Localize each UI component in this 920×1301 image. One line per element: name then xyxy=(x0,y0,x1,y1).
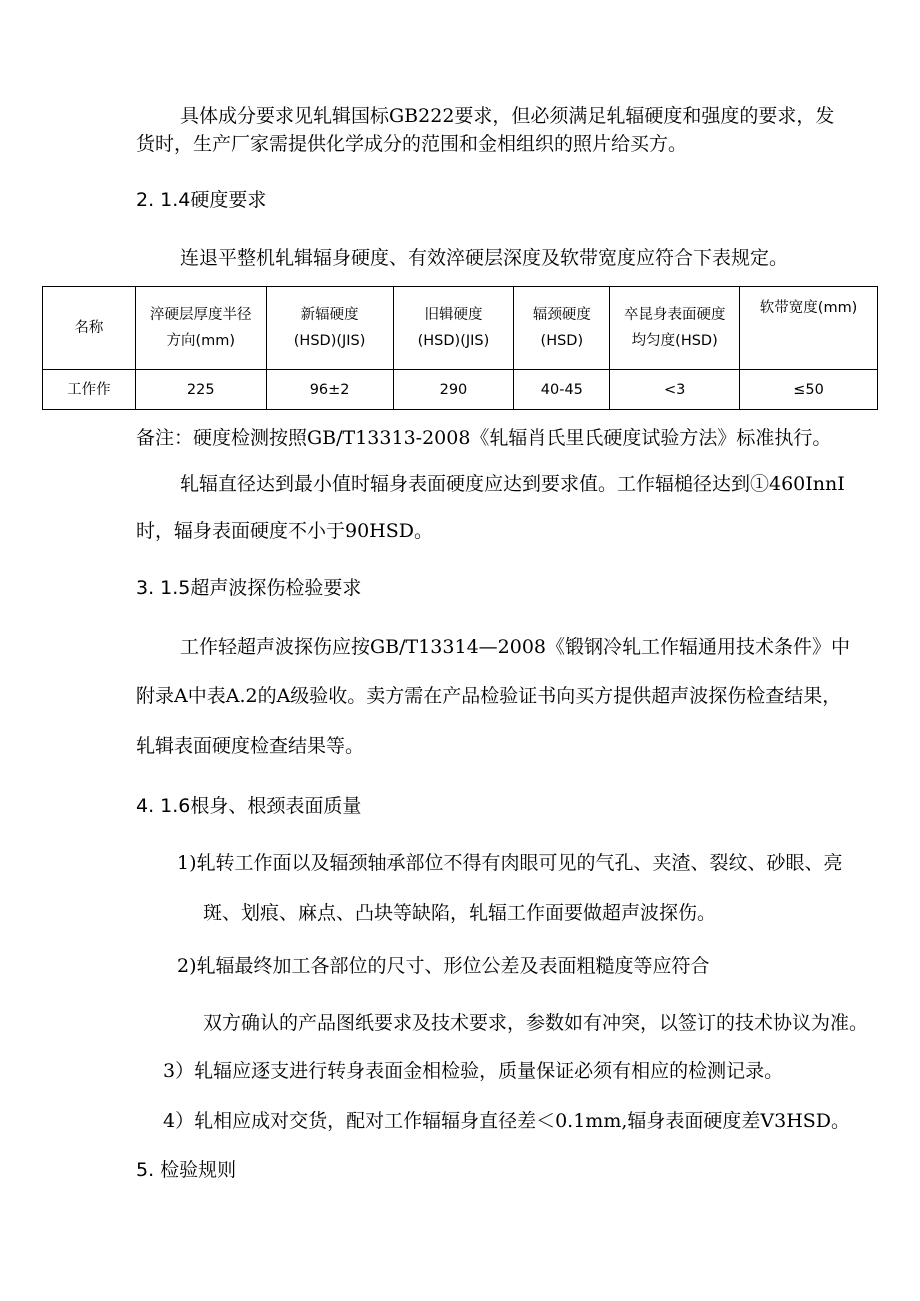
surface-item-4: 4）轧相应成对交货，配对工作辐辐身直径差＜0.1mm,辐身表面硬度差V3HSD。 xyxy=(163,1110,851,1132)
surface-item-3: 3）轧辐应逐支进行转身表面金相检验，质量保证必须有相应的检测记录。 xyxy=(163,1060,784,1082)
ultrasonic-line-1: 工作轻超声波探伤应按GB/T13314—2008《锻钢冷轧工作辐通用技术条件》中 xyxy=(180,636,851,658)
hardness-table xyxy=(42,286,878,410)
ultrasonic-line-2: 附录A中表A.2的A级验收。卖方需在产品检验证书向买方提供超声波探伤检查结果， xyxy=(136,685,842,707)
surface-item-2-line-1: 2)轧辐最终加工各部位的尺寸、形位公差及表面粗糙度等应符合 xyxy=(177,955,710,977)
header-text: 软带宽度(mm) xyxy=(759,300,858,316)
table-header-cell xyxy=(43,287,136,370)
table-header-cell xyxy=(393,287,514,370)
table-cell: 工作作 xyxy=(43,370,136,410)
section-heading-hardness: 2. 1.4硬度要求 xyxy=(136,189,267,211)
header-text: 新辐硬度 xyxy=(300,307,359,323)
table-row xyxy=(43,370,878,410)
section-heading-ultrasonic: 3. 1.5超声波探伤检验要求 xyxy=(136,577,362,599)
table-header-cell xyxy=(135,287,266,370)
header-text: 方向(mm) xyxy=(166,333,236,349)
header-text: 名称 xyxy=(74,320,104,336)
header-text: 卒昆身表面硬度 xyxy=(623,307,726,323)
section-heading-surface: 4. 1.6根身、根颈表面质量 xyxy=(136,795,362,817)
header-text: 均匀度(HSD) xyxy=(631,333,718,349)
header-text: 淬硬层厚度半径 xyxy=(150,307,252,323)
hardness-note: 备注：硬度检测按照GB/T13313-2008《轧辐肖氏里氏硬度试验方法》标准执行。 xyxy=(136,427,832,449)
hardness-intro: 连退平整机轧辑辐身硬度、有效淬硬层深度及软带宽度应符合下表规定。 xyxy=(180,247,789,269)
header-text: (HSD)(JIS) xyxy=(293,333,366,349)
header-text: (HSD) xyxy=(540,333,584,349)
surface-item-2-line-2: 双方确认的产品图纸要求及技术要求，参数如有冲突，以签订的技术协议为准。 xyxy=(203,1012,869,1034)
table-cell: <3 xyxy=(610,370,740,410)
section-heading-inspection: 5. 检验规则 xyxy=(136,1159,237,1181)
hardness-para-line-2: 时，辐身表面硬度不小于90HSD。 xyxy=(136,520,433,542)
table-cell: 290 xyxy=(393,370,514,410)
table-cell: ≤50 xyxy=(740,370,878,410)
surface-item-1-line-1: 1)轧转工作面以及辐颈轴承部位不得有肉眼可见的气孔、夹渣、裂纹、砂眼、亮 xyxy=(177,852,843,874)
intro-line-2: 货时，生产厂家需提供化学成分的范围和金相组织的照片给买方。 xyxy=(136,133,688,155)
table-header-cell xyxy=(266,287,393,370)
table-header-cell xyxy=(514,287,610,370)
header-text: 辐颈硬度 xyxy=(532,307,591,323)
table-header-row xyxy=(43,287,878,370)
ultrasonic-line-3: 轧辑表面硬度检查结果等。 xyxy=(136,735,365,757)
table-header-cell xyxy=(740,287,878,370)
intro-line-1: 具体成分要求见轧辑国标GB222要求，但必须满足轧辐硬度和强度的要求，发 xyxy=(180,105,835,127)
hardness-para-line-1: 轧辐直径达到最小值时辐身表面硬度应达到要求值。工作辐槌径达到①460InnI xyxy=(180,473,845,495)
table-cell: 96±2 xyxy=(266,370,393,410)
header-text: (HSD)(JIS) xyxy=(417,333,490,349)
table-cell: 40-45 xyxy=(514,370,610,410)
surface-item-1-line-2: 斑、划痕、麻点、凸块等缺陷，轧辐工作面要做超声波探伤。 xyxy=(203,902,717,924)
header-text: 旧辑硬度 xyxy=(424,307,483,323)
table-header-cell xyxy=(610,287,740,370)
table-cell: 225 xyxy=(135,370,266,410)
